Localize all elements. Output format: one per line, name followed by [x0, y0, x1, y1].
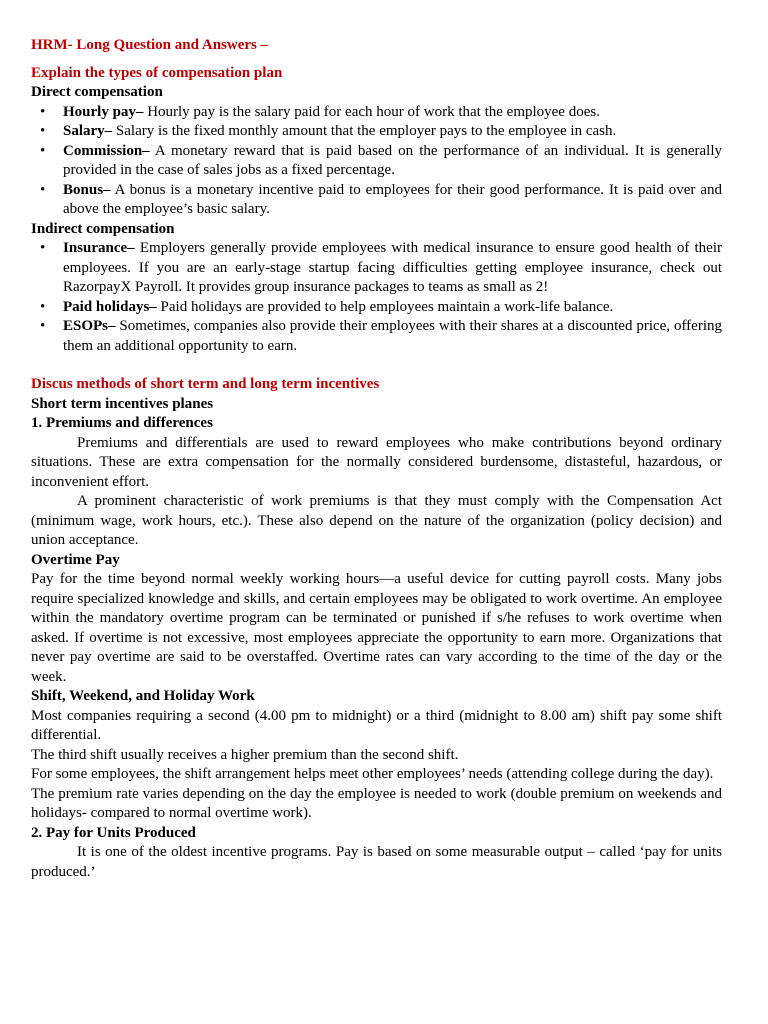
term: Hourly pay– — [63, 103, 144, 120]
list-item-bonus — [31, 181, 722, 220]
section-heading-compensation-plan: Explain the types of compensation plan — [31, 64, 283, 81]
definition: Paid holidays are provided to help employees maintain a work-life balance. — [156, 298, 614, 315]
premiums-heading: 1. Premiums and differences — [31, 415, 213, 431]
document-title: HRM- Long Question and Answers – — [31, 37, 269, 53]
indirect-compensation-list — [31, 239, 722, 356]
units-heading: 2. Pay for Units Produced — [31, 824, 196, 841]
list-item-esops — [31, 317, 722, 356]
term: Salary– — [63, 123, 113, 139]
list-item-hourly-pay — [31, 103, 722, 123]
premiums-paragraph-2: A prominent characteristic of work premiums is that they must comply with the Compensation Act (minimum wage, work hours, etc.). These also depend on the nature of the organization (policy decision) and union acceptance. — [31, 493, 722, 548]
definition: Employers generally provide employees with medical insurance to ensure good health of their employees. If you are an early-stage startup facing difficulties getting employee insurance, check out RazorpayX Payroll. It provides group insurance packages to teams as small as 2! — [63, 240, 722, 295]
definition: Sometimes, companies also provide their employees with their shares at a discounted price, offering them an additional opportunity to earn. — [63, 318, 722, 354]
overtime-heading: Overtime Pay — [31, 551, 120, 568]
definition: Hourly pay is the salary paid for each hour of work that the employee does. — [143, 103, 600, 120]
shift-heading: Shift, Weekend, and Holiday Work — [31, 688, 255, 704]
list-item-commission — [31, 142, 722, 181]
definition: Salary is the fixed monthly amount that the employer pays to the employee in cash. — [112, 123, 617, 139]
definition: A bonus is a monetary incentive paid to employees for their good performance. It is paid over and above the employee’s basic salary. — [63, 181, 722, 217]
shift-paragraph-4: The premium rate varies depending on the day the employee is needed to work (double premium on weekends and holidays- compared to normal overtime work). — [31, 785, 722, 821]
term: ESOPs– — [63, 318, 116, 334]
term: Bonus– — [63, 181, 111, 198]
term: Commission– — [63, 142, 150, 159]
overtime-paragraph: Pay for the time beyond normal weekly working hours—a useful device for cutting payroll costs. Many jobs require specialized knowledge and skills, and certain employees may be obligated to work overtime. An employee within the mandatory overtime program can be terminated or punished if s/he refuses to work overtime when asked. If overtime is not excessive, most employees appreciate the opportunity to earn more. Organizations that never pay overtime are said to be overstaffed. Overtime rates can vary according to the time of the day or the week. — [31, 571, 722, 685]
short-term-heading: Short term incentives planes — [31, 395, 214, 412]
shift-paragraph-3: For some employees, the shift arrangement helps meet other employees’ needs (attending college during the day). — [31, 766, 714, 782]
section-heading-incentives: Discus methods of short term and long term incentives — [31, 376, 380, 392]
list-item-salary — [31, 122, 722, 142]
shift-paragraph-2: The third shift usually receives a higher premium than the second shift. — [31, 746, 459, 763]
spacer — [31, 356, 722, 375]
list-item-paid-holidays — [31, 298, 722, 318]
term: Paid holidays– — [63, 298, 157, 315]
definition: A monetary reward that is paid based on the performance of an individual. It is generally provided in the case of sales jobs as a fixed percentage. — [63, 142, 722, 178]
direct-compensation-list — [31, 103, 722, 220]
indirect-compensation-heading: Indirect compensation — [31, 220, 175, 237]
direct-compensation-heading: Direct compensation — [31, 84, 163, 100]
list-item-insurance — [31, 239, 722, 298]
shift-paragraph-1: Most companies requiring a second (4.00 pm to midnight) or a third (midnight to 8.00 am) shift pay some shift differential. — [31, 707, 722, 743]
units-paragraph: It is one of the oldest incentive programs. Pay is based on some measurable output – called ‘pay for units produced.’ — [31, 844, 722, 880]
term: Insurance– — [63, 240, 135, 256]
premiums-paragraph-1: Premiums and differentials are used to reward employees who make contributions beyond ordinary situations. These are extra compensation for the normally considered burdensome, distasteful, hazardous, or inconvenient effort. — [31, 434, 722, 490]
